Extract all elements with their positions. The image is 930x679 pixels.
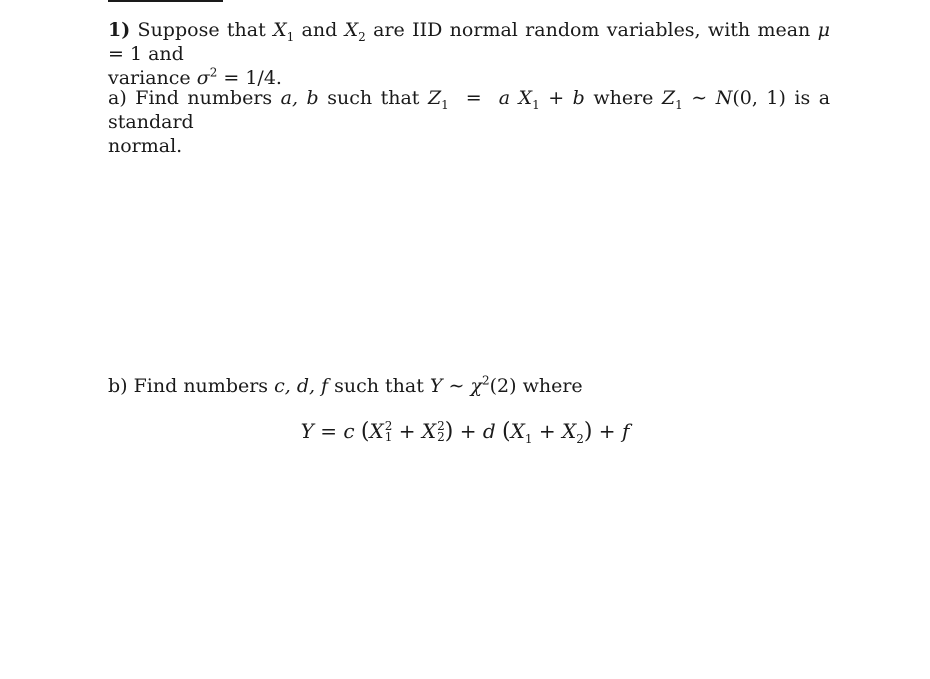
mean-expression: μ (817, 19, 830, 41)
eq-f: f (621, 419, 630, 443)
chi-symbol: χ (470, 375, 482, 397)
eq-paren-open-2: ( (502, 419, 511, 444)
top-rule (108, 0, 223, 2)
eq-x2: $X_2$ (561, 419, 584, 446)
tilde-a: ∼ (682, 87, 716, 109)
eq-c: c (343, 419, 355, 443)
part-a-text-1: Find numbers (135, 87, 281, 109)
part-b-text-1: Find numbers (133, 375, 275, 397)
var-y: Y (429, 375, 443, 397)
eq-y: Y (300, 419, 314, 443)
part-b-label: b) (108, 375, 128, 397)
part-b-text-3: where (516, 375, 583, 397)
plus-b: + (539, 87, 573, 109)
part-a-text-4: is a standard (108, 87, 831, 133)
part-a-vars: a, b (280, 87, 319, 109)
eq-x2-sq: X (421, 419, 437, 443)
problem-number: 1) (108, 19, 131, 41)
intro-text-2: are IID normal random variables, with mean (365, 19, 818, 41)
var-b: b (572, 87, 585, 109)
eq-paren-open-1: ( (360, 419, 370, 444)
z1-definition: $Z_1$ (427, 87, 449, 112)
part-a-label: a) (108, 87, 127, 109)
part-b (108, 374, 830, 398)
var-x1: $X_1$ (273, 19, 295, 44)
eq-x2-sq-scripts: 2 2 (437, 418, 445, 444)
y-equation: Y = c (X 2 1 + X 2 2 ) + d $(X_1 + X_2) + f$ (300, 418, 630, 446)
part-b-vars: c, d, f (274, 375, 329, 397)
part-a (108, 86, 830, 158)
problem-intro (108, 18, 830, 90)
intro-and: and (294, 19, 345, 41)
eq-x1: $X_1$ (510, 419, 533, 446)
eq-x1-sq-scripts: 2 1 (384, 418, 393, 444)
variance-symbol: σ (196, 67, 210, 89)
chi-params: (2) (489, 375, 517, 397)
z1-symbol: $Z_1$ (661, 87, 683, 112)
variance-value: = 1/4. (217, 67, 282, 89)
normal-params: (0, 1) (732, 87, 786, 109)
chi-exp: 2 (481, 373, 490, 388)
linear-expression: a $X_1$ (498, 87, 540, 112)
eq-paren-close-1: ) (444, 419, 454, 444)
mean-eq: = 1 (108, 43, 143, 65)
eq-sign-a: = (448, 87, 499, 109)
var-x2: $X_2$ (344, 19, 366, 44)
part-a-text-2: such that (318, 87, 428, 109)
part-a-text-5: normal. (108, 135, 183, 157)
part-a-text-3: where (584, 87, 662, 109)
intro-text-1: Suppose that (137, 19, 274, 41)
normal-dist-symbol: N (715, 87, 733, 109)
intro-and-2: and (142, 43, 184, 65)
eq-d: d (482, 419, 496, 443)
eq-x1-sq: X (369, 419, 384, 443)
tilde-b: ∼ (442, 375, 471, 397)
part-b-text-2: such that (328, 375, 430, 397)
eq-paren-close-2: ) (583, 419, 593, 444)
intro-text-3: variance (108, 67, 197, 89)
variance-exp: 2 (209, 65, 218, 80)
